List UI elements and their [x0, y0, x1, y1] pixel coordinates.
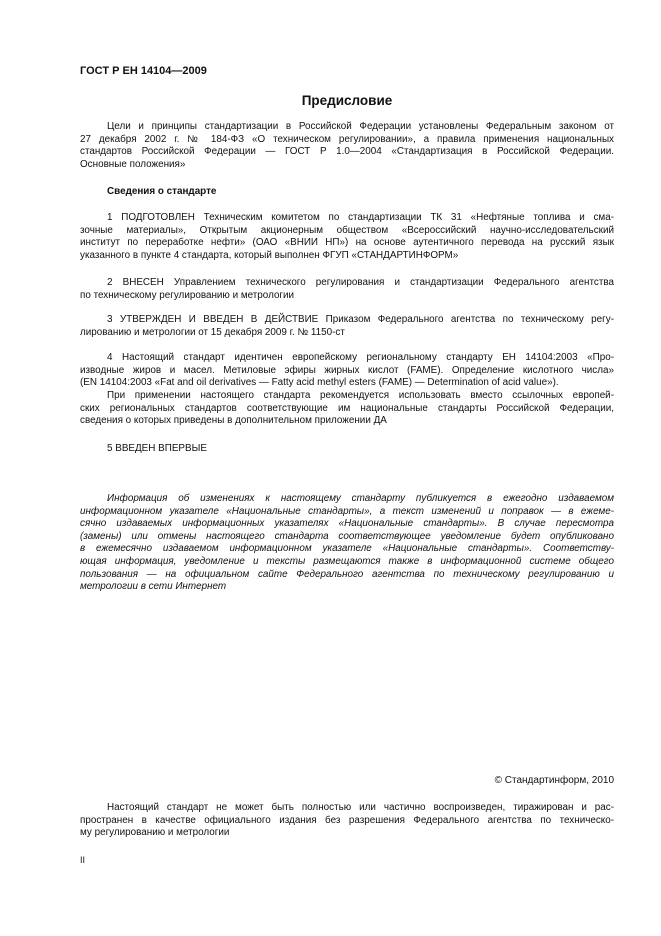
item-4-note-line: ских региональных стандартов соответствующие им национальные стандарты Российской Федерации,: [80, 402, 614, 414]
item-2-line: по техническому регулированию и метрологии: [80, 289, 295, 301]
item-4-paragraph: [80, 352, 614, 390]
item-4-line: (EN 14104:2003 «Fat and oil derivatives — Fatty acid methyl esters (FAME) — Determination of acid value»).: [80, 377, 559, 389]
info-notice-line: в ежемесячно издаваемом информационном указателе «Национальные стандарты». Соответству-: [80, 543, 614, 555]
intro-line: Основные положения»: [80, 158, 186, 170]
reproduction-notice-line: пространен в качестве официального издания без разрешения Федерального агентства по техническо-: [80, 814, 614, 826]
info-notice-line: сячно издаваемых информационных указателях «Национальные стандарты». В случае пересмотра: [80, 518, 614, 530]
info-notice-paragraph: [80, 493, 614, 594]
item-4-note-paragraph: [80, 390, 614, 428]
intro-line: 27 декабря 2002 г. № 184-ФЗ «О техническом регулировании», а правила применения национальных: [80, 133, 614, 145]
item-4-line: 4 Настоящий стандарт идентичен европейскому региональному стандарту ЕН 14104:2003 «Про-: [107, 352, 614, 363]
item-2-line: 2 ВНЕСЕН Управлением технического регулирования и стандартизации Федерального агентства: [107, 277, 614, 288]
item-5-paragraph: [80, 443, 614, 456]
item-1-line: 1 ПОДГОТОВЛЕН Техническим комитетом по стандартизации ТК 31 «Нефтяные топлива и сма-: [107, 212, 614, 223]
item-4-note-line: сведения о которых приведены в дополнительном приложении ДА: [80, 415, 387, 427]
intro-line: Цели и принципы стандартизации в Российской Федерации установлены Федеральным законом от: [107, 121, 614, 132]
item-1-line: указанного в пункте 4 стандарта, который выполнен ФГУП «СТАНДАРТИНФОРМ»: [80, 249, 459, 261]
reproduction-notice-paragraph: [80, 802, 614, 840]
info-notice-line: пользования — на официальном сайте Федерального агентства по техническому регулированию и: [80, 568, 614, 580]
reproduction-notice-line: му регулированию и метрологии: [80, 827, 230, 839]
copyright-notice: © Стандартинформ, 2010: [494, 775, 614, 786]
item-3-line: 3 УТВЕРЖДЕН И ВВЕДЕН В ДЕЙСТВИЕ Приказом Федерального агентства по техническому регу-: [107, 314, 614, 325]
item-1-line: институт по переработке нефти» (ОАО «ВНИИ НП») на основе аутентичного перевода на русский язык: [80, 237, 614, 249]
info-notice-line: ющая информация, уведомление и тексты размещаются также в информационной системе общего: [80, 555, 614, 567]
reproduction-notice-line: Настоящий стандарт не может быть полностью или частично воспроизведен, тиражирован и рас-: [107, 802, 614, 813]
item-1-line: зочные материалы», Открытым акционерным обществом «Всероссийский научно-исследовательский: [80, 224, 614, 236]
item-3-line: лированию и метрологии от 15 декабря 2009 г. № 1150-ст: [80, 326, 345, 338]
info-notice-line: информационном указателе «Национальные стандарты», а текст изменений и поправок — в ежеме-: [80, 505, 614, 517]
item-1-paragraph: [80, 212, 614, 262]
item-2-paragraph: [80, 277, 614, 302]
page-title: Предисловие: [301, 93, 393, 108]
info-notice-line: Информация об изменениях к настоящему стандарту публикуется в ежегодно издаваемом: [107, 493, 614, 504]
item-4-line: изводные жиров и масел. Метиловые эфиры жирных кислот (FAME). Определение кислотного числа»: [80, 364, 614, 376]
item-5-line: 5 ВВЕДЕН ВПЕРВЫЕ: [107, 443, 207, 454]
page-number: II: [80, 855, 86, 865]
item-3-paragraph: [80, 314, 614, 339]
document-header-id: ГОСТ Р ЕН 14104—2009: [80, 65, 207, 77]
item-4-note-line: При применении настоящего стандарта рекомендуется использовать вместо ссылочных европей-: [107, 390, 614, 401]
intro-paragraph: [80, 121, 614, 171]
info-notice-line: метрологии в сети Интернет: [80, 581, 227, 593]
section-subtitle: Сведения о стандарте: [107, 186, 217, 197]
info-notice-line: (замены) или отмены настоящего стандарта соответствующее уведомление будет опубликовано: [80, 530, 614, 542]
intro-line: стандартов Российской Федерации — ГОСТ Р 1.0—2004 «Стандартизация в Российской Федерации.: [80, 146, 614, 158]
